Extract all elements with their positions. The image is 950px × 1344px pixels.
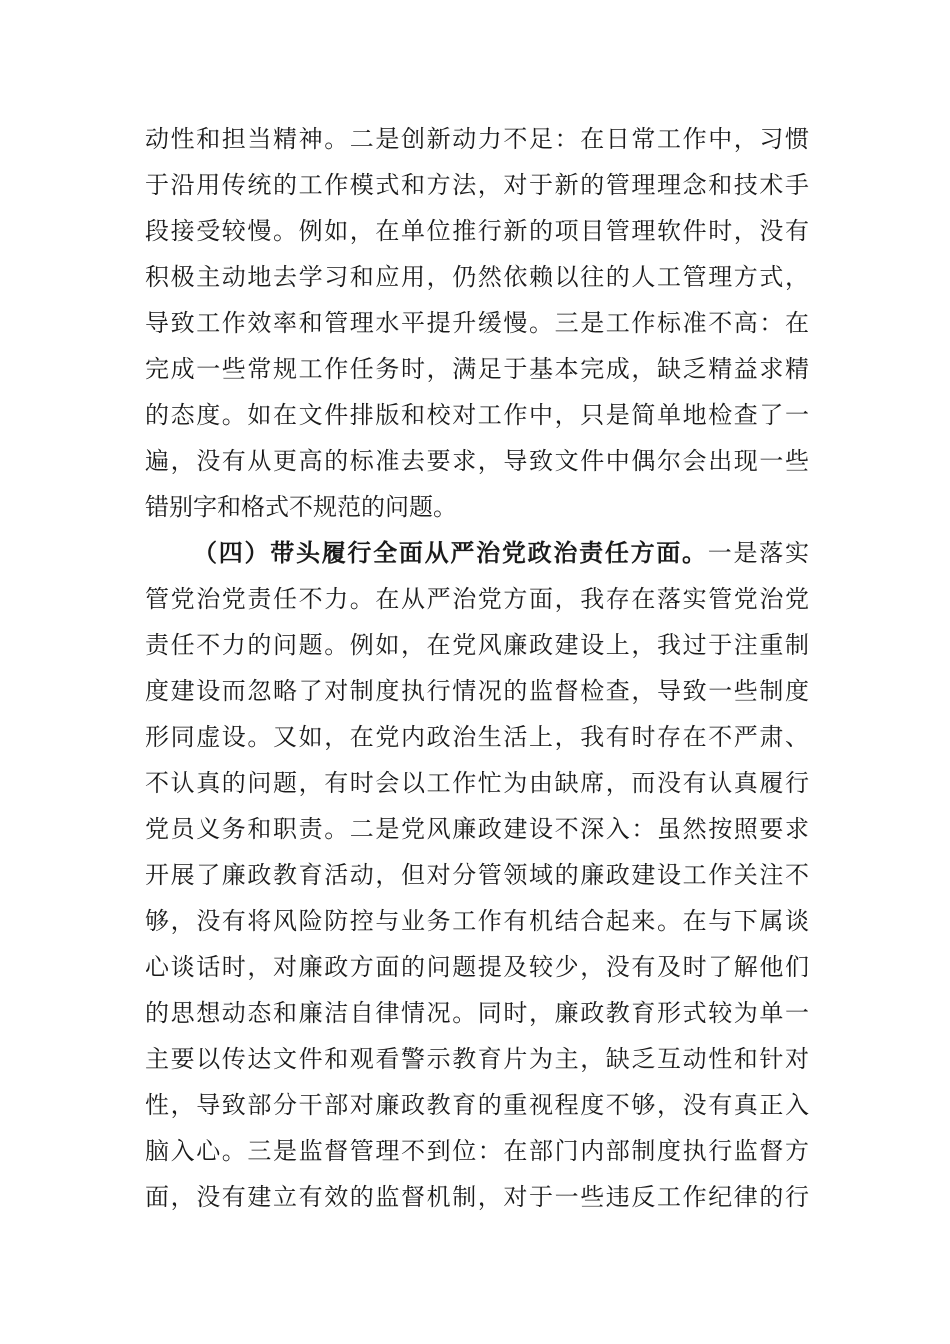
- text-line: 积极主动地去学习和应用，仍然依赖以往的人工管理方式，: [145, 263, 809, 291]
- paragraph-section-four: [145, 530, 809, 1220]
- text-line: 面，没有建立有效的监督机制，对于一些违反工作纪律的行: [145, 1183, 809, 1211]
- text-line: 于沿用传统的工作模式和方法，对于新的管理理念和技术手: [145, 171, 809, 199]
- text-line: 遍，没有从更高的标准去要求，导致文件中偶尔会出现一些: [145, 447, 809, 475]
- text-line: 不认真的问题，有时会以工作忙为由缺席，而没有认真履行: [145, 769, 809, 797]
- document-body: [145, 116, 809, 1220]
- text-line: 责任不力的问题。例如，在党风廉政建设上，我过于注重制: [145, 631, 809, 659]
- text-line: 的态度。如在文件排版和校对工作中，只是简单地检查了一: [145, 401, 809, 429]
- text-line: 的思想动态和廉洁自律情况。同时，廉政教育形式较为单一: [145, 999, 809, 1027]
- paragraph-innovation: [145, 116, 809, 530]
- section-heading-rest: 一是落实: [707, 539, 809, 567]
- text-line: 性，导致部分干部对廉政教育的重视程度不够，没有真正入: [145, 1091, 809, 1119]
- text-line: 主要以传达文件和观看警示教育片为主，缺乏互动性和针对: [145, 1045, 809, 1073]
- text-line: 脑入心。三是监督管理不到位：在部门内部制度执行监督方: [145, 1137, 809, 1165]
- text-line: 动性和担当精神。二是创新动力不足：在日常工作中，习惯: [145, 125, 809, 153]
- section-heading: （四）带头履行全面从严治党政治责任方面。: [193, 538, 708, 567]
- text-line: 度建设而忽略了对制度执行情况的监督检查，导致一些制度: [145, 677, 809, 705]
- text-line: 开展了廉政教育活动，但对分管领域的廉政建设工作关注不: [145, 861, 809, 889]
- text-line: 导致工作效率和管理水平提升缓慢。三是工作标准不高：在: [145, 309, 809, 337]
- text-line: 心谈话时，对廉政方面的问题提及较少，没有及时了解他们: [145, 953, 809, 981]
- section-first-line: [145, 530, 809, 576]
- text-line: 管党治党责任不力。在从严治党方面，我存在落实管党治党: [145, 585, 809, 613]
- text-line: 完成一些常规工作任务时，满足于基本完成，缺乏精益求精: [145, 355, 809, 383]
- text-line: 错别字和格式不规范的问题。: [145, 493, 457, 521]
- text-line: 党员义务和职责。二是党风廉政建设不深入：虽然按照要求: [145, 815, 809, 843]
- text-line: 段接受较慢。例如，在单位推行新的项目管理软件时，没有: [145, 217, 809, 245]
- text-line: 够，没有将风险防控与业务工作有机结合起来。在与下属谈: [145, 907, 809, 935]
- text-line: 形同虚设。又如，在党内政治生活上，我有时存在不严肃、: [145, 723, 809, 751]
